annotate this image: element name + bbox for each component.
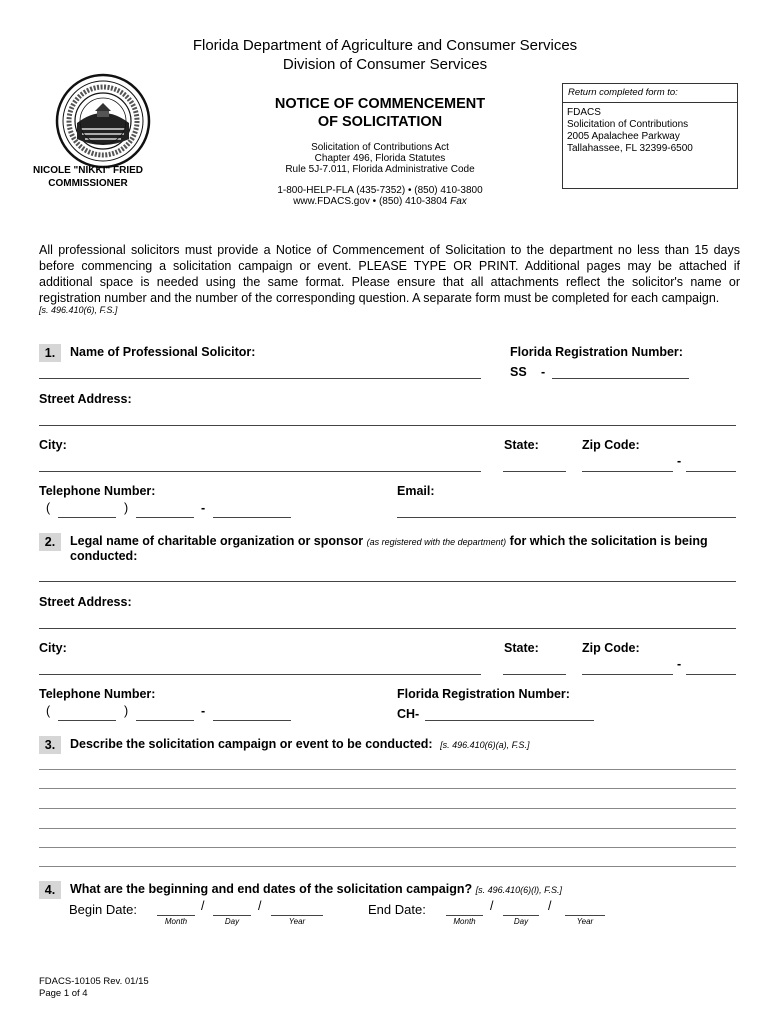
q4-dates-label [70, 882, 562, 896]
end-year-field[interactable] [565, 915, 605, 916]
q2-city-label: City: [39, 641, 67, 655]
form-title-line2: OF SOLICITATION [317, 114, 443, 130]
q3-line-3[interactable] [39, 808, 736, 809]
q4-begin-label: Begin Date: [69, 902, 137, 917]
begin-month-caption: Month [164, 917, 188, 926]
q2-registration-label: Florida Registration Number: [397, 687, 570, 701]
q1-state-field[interactable] [503, 471, 566, 472]
statute-chapter: Chapter 496, Florida Statutes [314, 153, 446, 164]
begin-day-caption: Day [224, 917, 240, 926]
q4-citation: [s. 496.410(6)(l), F.S.] [475, 885, 562, 895]
commissioner-name: NICOLE "NIKKI" FRIED [32, 165, 144, 176]
q3-citation: [s. 496.410(6)(a), F.S.] [440, 740, 530, 750]
q2-zip-field[interactable] [582, 674, 673, 675]
division-name: Division of Consumer Services [282, 56, 488, 73]
return-line-4: Tallahassee, FL 32399-6500 [567, 143, 693, 154]
q3-label-text: Describe the solicitation campaign or event to be conducted: [70, 737, 433, 751]
q2-ch-prefix: CH- [397, 707, 420, 721]
begin-slash-2: / [258, 899, 262, 913]
return-address-box [562, 83, 738, 189]
q1-email-label: Email: [397, 484, 435, 498]
q1-email-field[interactable] [397, 517, 736, 518]
contact-web [240, 196, 520, 208]
q2-state-field[interactable] [503, 674, 566, 675]
q1-solicitor-name-field[interactable] [39, 378, 481, 379]
act-name: Solicitation of Contributions Act [311, 142, 449, 153]
q1-zip-field[interactable] [582, 471, 673, 472]
q1-phone-prefix-field[interactable] [136, 517, 194, 518]
question-2-number: 2. [39, 533, 61, 551]
instructions-citation: [s. 496.410(6), F.S.] [39, 305, 118, 315]
form-title-line1: NOTICE OF COMMENCEMENT [274, 96, 486, 112]
q1-phone-paren-close: ) [124, 501, 129, 515]
q2-state-label: State: [504, 641, 539, 655]
begin-day-field[interactable] [213, 915, 251, 916]
q1-street-label: Street Address: [39, 392, 132, 406]
contact-web-text: www.FDACS.gov • (850) 410-3804 [293, 196, 448, 207]
end-month-caption: Month [453, 917, 476, 926]
q2-phone-line-field[interactable] [213, 720, 291, 721]
contact-phone: 1-800-HELP-FLA (435-7352) • (850) 410-3800 [277, 185, 483, 196]
q2-street-label: Street Address: [39, 595, 132, 609]
end-slash-1: / [490, 899, 494, 913]
q2-zip4-field[interactable] [686, 674, 736, 675]
q1-registration-label: Florida Registration Number: [510, 345, 683, 359]
q1-city-label: City: [39, 438, 67, 452]
q2-phone-label: Telephone Number: [39, 687, 156, 701]
q1-phone-dash: - [201, 501, 206, 515]
department-seal-icon [55, 73, 151, 169]
q1-state-label: State: [504, 438, 539, 452]
q2-phone-prefix-field[interactable] [136, 720, 194, 721]
q2-label-italic: (as registered with the department) [366, 537, 507, 547]
q2-phone-area-field[interactable] [58, 720, 116, 721]
q1-phone-line-field[interactable] [213, 517, 291, 518]
contact-fax-label: Fax [450, 196, 467, 207]
begin-month-field[interactable] [157, 915, 195, 916]
q2-registration-field[interactable] [425, 720, 594, 721]
q4-end-label: End Date: [368, 902, 426, 917]
q2-phone-paren-close: ) [124, 704, 129, 718]
q2-zip-label: Zip Code: [582, 641, 640, 655]
q3-line-5[interactable] [39, 847, 736, 848]
admin-rule: Rule 5J-7.011, Florida Administrative Code [285, 164, 475, 175]
return-line-3: 2005 Apalachee Parkway [567, 131, 680, 142]
q1-ss-prefix: SS [510, 365, 527, 379]
end-slash-2: / [548, 899, 552, 913]
q2-street-field[interactable] [39, 628, 736, 629]
q1-phone-label: Telephone Number: [39, 484, 156, 498]
begin-year-field[interactable] [271, 915, 323, 916]
begin-year-caption: Year [288, 917, 306, 926]
q1-registration-field[interactable] [552, 378, 689, 379]
q2-phone-paren-open: ( [46, 704, 51, 718]
page-number: Page 1 of 4 [39, 988, 88, 999]
q2-charity-label [70, 534, 736, 550]
question-4-number: 4. [39, 881, 61, 899]
q1-zip-dash: - [677, 454, 682, 468]
return-heading: Return completed form to: [568, 87, 678, 98]
q1-street-field[interactable] [39, 425, 736, 426]
end-day-caption: Day [513, 917, 529, 926]
end-day-field[interactable] [503, 915, 539, 916]
q1-ss-dash: - [541, 365, 546, 379]
q2-zip-dash: - [677, 657, 682, 671]
end-year-caption: Year [576, 917, 594, 926]
q1-zip4-field[interactable] [686, 471, 736, 472]
return-line-1: FDACS [567, 107, 601, 118]
q3-description-label [70, 737, 529, 751]
q3-line-2[interactable] [39, 788, 736, 789]
q2-city-field[interactable] [39, 674, 481, 675]
q2-label-part1: Legal name of charitable organization or sponsor [70, 534, 364, 548]
begin-slash-1: / [201, 899, 205, 913]
return-line-2: Solicitation of Contributions [567, 119, 689, 130]
question-3-number: 3. [39, 736, 61, 754]
form-number: FDACS-10105 Rev. 01/15 [39, 976, 149, 987]
instructions-paragraph: All professional solicitors must provide a Notice of Commencement of Solicitation to the department no less than 15 days before commencing a solicitation campaign or event. PLEASE TYPE OR PRINT. Additional pages may be attached if additional space is needed using the same format. Please ensure that all attachments reflect the solicitor's name or registration number and the number of the corresponding question. A separate form must be completed for each campaign. [39, 243, 740, 305]
q3-line-4[interactable] [39, 828, 736, 829]
q2-label-line2: conducted: [70, 549, 138, 563]
q4-label-text: What are the beginning and end dates of the solicitation campaign? [70, 882, 473, 896]
question-1-number: 1. [39, 344, 61, 362]
q1-phone-paren-open: ( [46, 501, 51, 515]
end-month-field[interactable] [446, 915, 483, 916]
q2-label-part2: for which the solicitation is being [509, 534, 708, 548]
q2-phone-dash: - [201, 704, 206, 718]
q1-zip-label: Zip Code: [582, 438, 640, 452]
q1-solicitor-name-label: Name of Professional Solicitor: [70, 345, 256, 359]
q1-city-field[interactable] [39, 471, 481, 472]
q3-line-6[interactable] [39, 866, 736, 867]
q3-line-1[interactable] [39, 769, 736, 770]
q1-phone-area-field[interactable] [58, 517, 116, 518]
commissioner-title: COMMISSIONER [48, 178, 128, 189]
q2-charity-name-field[interactable] [39, 581, 736, 582]
department-name: Florida Department of Agriculture and Consumer Services [192, 37, 578, 54]
